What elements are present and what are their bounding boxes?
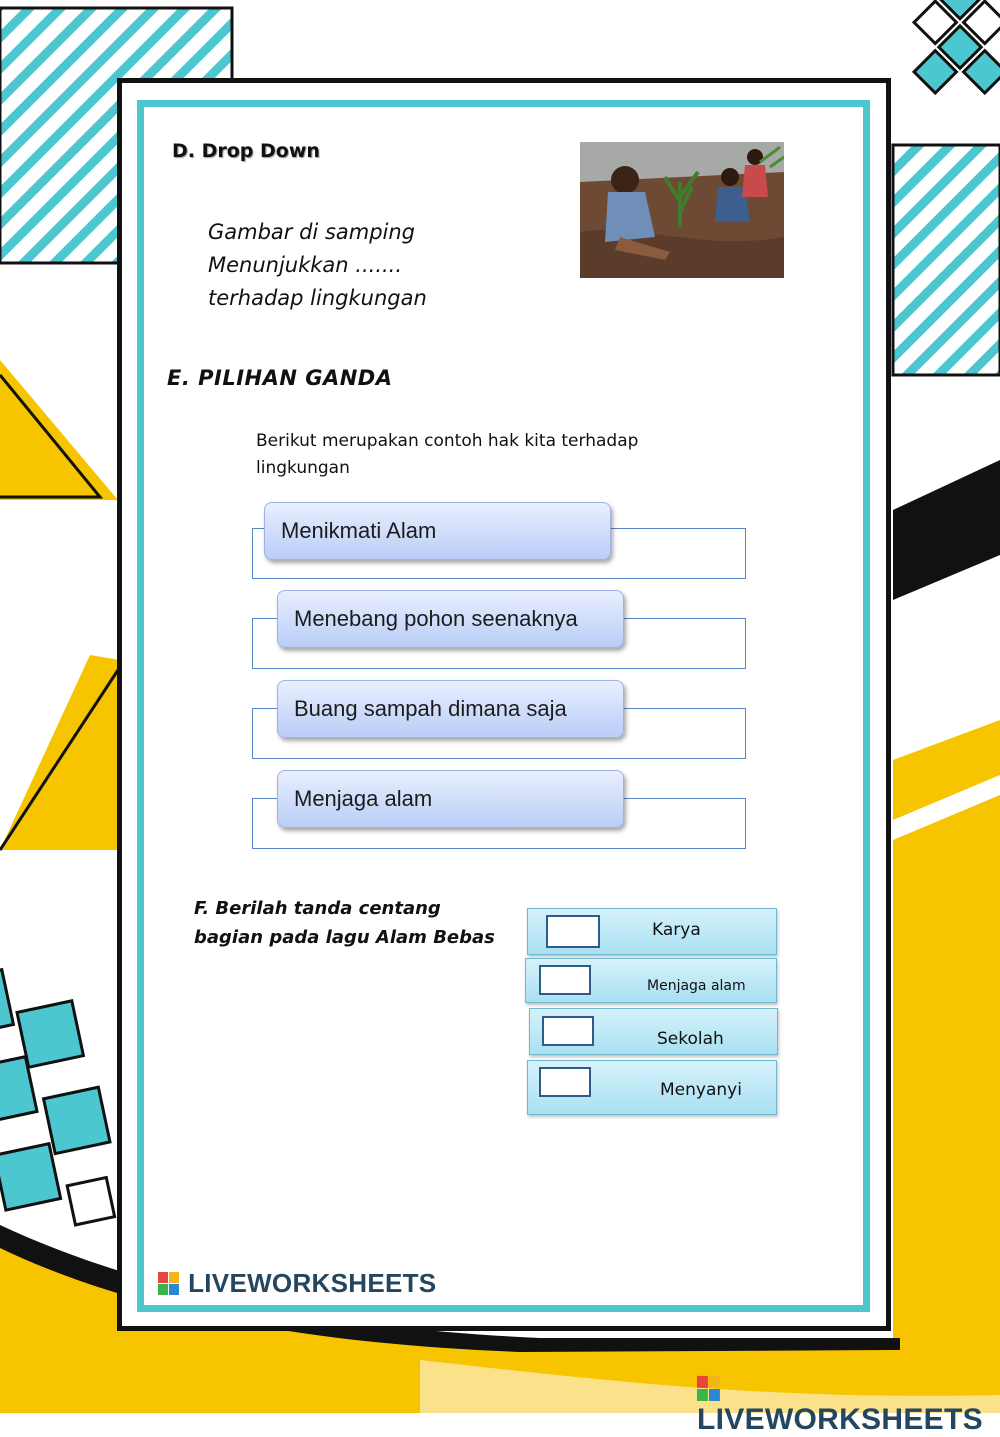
children-planting-photo: [580, 142, 784, 278]
check-label-menyanyi: Menyanyi: [660, 1080, 742, 1100]
section-d-question: [208, 216, 427, 315]
teal-diamonds-top-right: [889, 0, 1000, 118]
striped-box-right: [893, 145, 1000, 375]
check-label-sekolah: Sekolah: [657, 1029, 724, 1049]
checkbox-menyanyi[interactable]: [539, 1067, 591, 1097]
choice-option-2[interactable]: Menebang pohon seenaknya: [277, 590, 624, 648]
page-logo-text: LIVEWORKSHEETS: [697, 1403, 983, 1436]
section-d-line-3: terhadap lingkungan: [208, 286, 427, 310]
liveworksheets-logo-icon: [158, 1272, 180, 1296]
check-item-karya: [527, 908, 777, 955]
section-e-line-2: lingkungan: [256, 458, 350, 478]
card-logo: [158, 1268, 436, 1299]
check-item-sekolah: [529, 1008, 778, 1055]
section-e-question: [256, 428, 676, 482]
section-e-line-1: Berikut merupakan contoh hak kita terhadap: [256, 431, 639, 451]
check-item-menjaga-alam: [525, 958, 777, 1003]
liveworksheets-page-logo-icon: [697, 1375, 721, 1403]
black-band-right: [893, 460, 1000, 600]
yellow-triangle-upper: [0, 360, 118, 500]
choice-option-4[interactable]: Menjaga alam: [277, 770, 624, 828]
section-f-heading: [194, 894, 495, 952]
check-label-menjaga-alam: Menjaga alam: [647, 978, 746, 994]
checkbox-menjaga-alam[interactable]: [539, 965, 591, 995]
choice-option-3[interactable]: Buang sampah dimana saja: [277, 680, 624, 738]
section-e-heading: E. PILIHAN GANDA: [167, 366, 393, 390]
card-logo-text: LIVEWORKSHEETS: [188, 1268, 437, 1298]
choice-option-1[interactable]: Menikmati Alam: [264, 502, 611, 560]
checkbox-karya[interactable]: [546, 915, 600, 948]
teal-diamonds-left: [0, 955, 125, 1240]
checkbox-sekolah[interactable]: [542, 1016, 594, 1046]
section-d-line-2: Menunjukkan .......: [208, 253, 403, 277]
section-d-line-1: Gambar di samping: [208, 220, 416, 244]
check-label-karya: Karya: [652, 920, 701, 940]
section-f-line-1: F. Berilah tanda centang: [194, 898, 441, 919]
section-d-heading: D. Drop Down: [172, 140, 320, 162]
page-logo: [697, 1375, 1000, 1437]
check-item-menyanyi: [527, 1060, 777, 1115]
section-f-line-2: bagian pada lagu Alam Bebas: [194, 927, 495, 948]
